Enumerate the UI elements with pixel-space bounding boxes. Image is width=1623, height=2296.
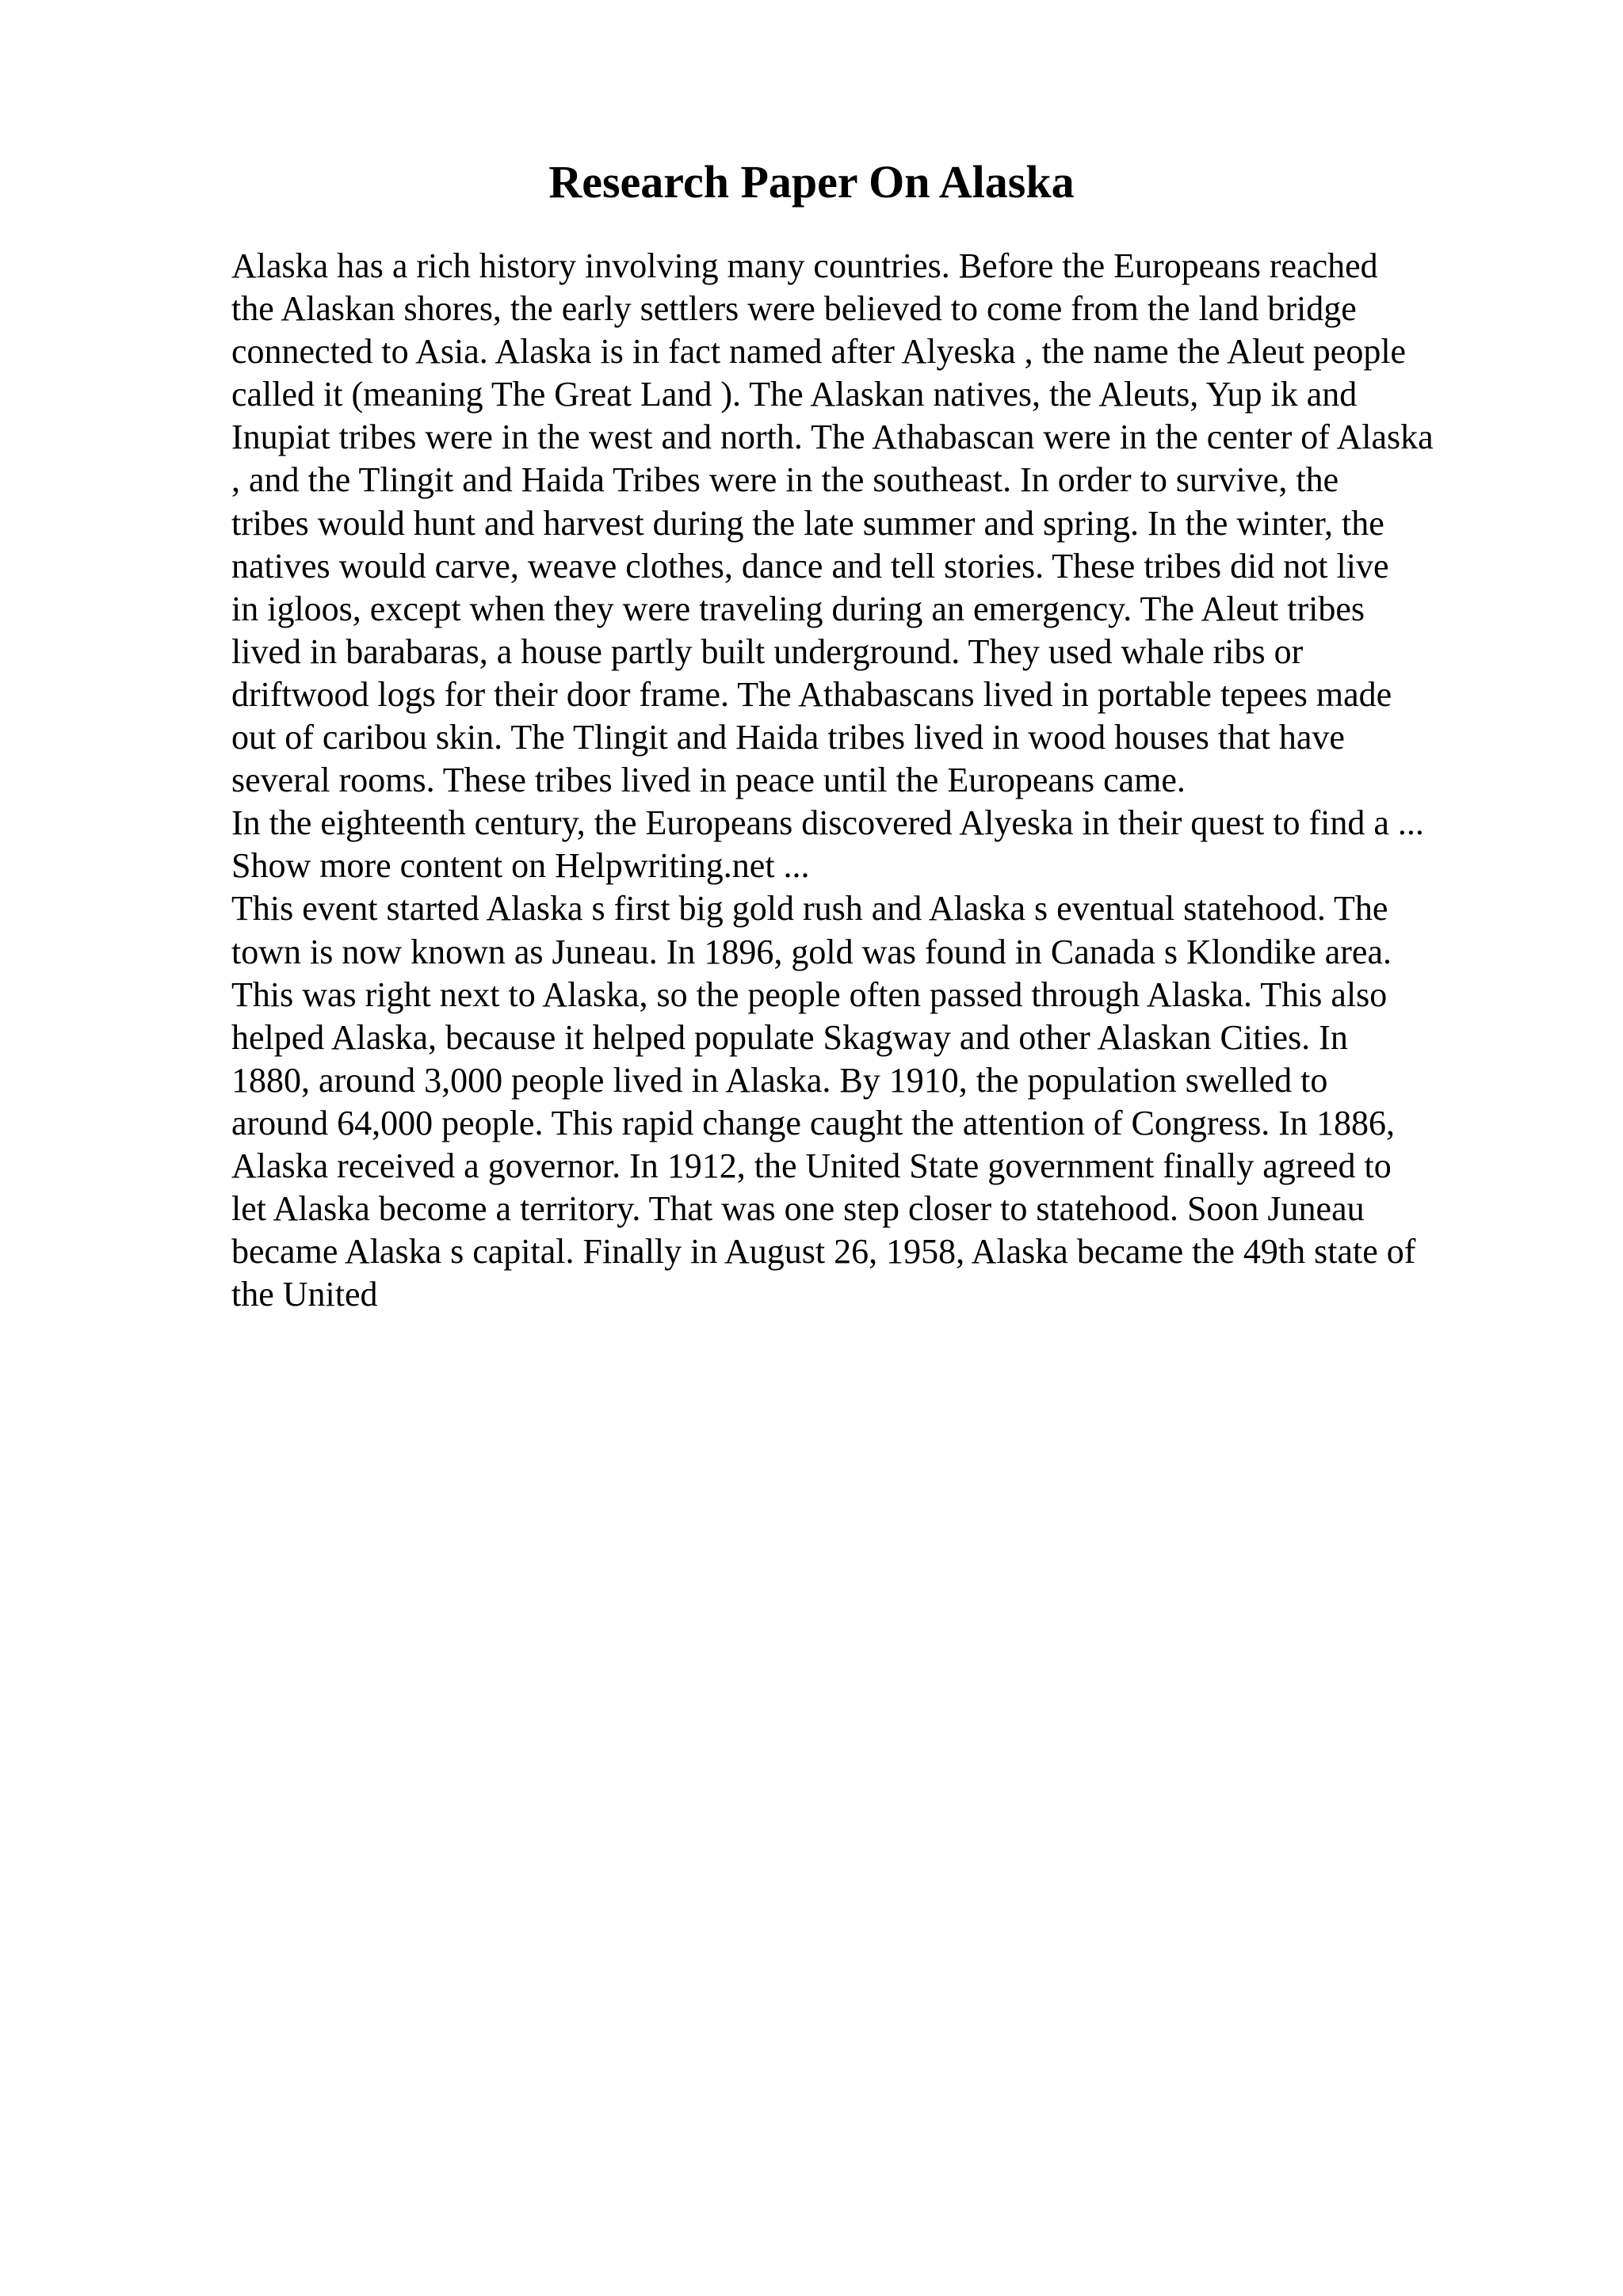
text-line: Alaska has a rich history involving many countries. Before the Europeans reached <box>231 246 1378 285</box>
text-line: in igloos, except when they were traveling during an emergency. The Aleut tribes <box>231 589 1365 628</box>
text-line: driftwood logs for their door frame. The Athabascans lived in portable tepees made <box>231 674 1392 714</box>
text-line: out of caribou skin. The Tlingit and Haida tribes lived in wood houses that have <box>231 718 1345 757</box>
text-line: called it (meaning The Great Land ). The Alaskan natives, the Aleuts, Yup ik and <box>231 375 1358 414</box>
text-line: became Alaska s capital. Finally in August 26, 1958, Alaska became the 49th state of <box>231 1232 1416 1272</box>
text-line: connected to Asia. Alaska is in fact named after Alyeska , the name the Aleut people <box>231 332 1407 372</box>
text-line: , and the Tlingit and Haida Tribes were in the southeast. In order to survive, the <box>231 460 1339 500</box>
text-line: This was right next to Alaska, so the people often passed through Alaska. This also <box>231 974 1388 1014</box>
text-line: around 64,000 people. This rapid change caught the attention of Congress. In 1886, <box>231 1103 1395 1142</box>
text-line: natives would carve, weave clothes, dance and tell stories. These tribes did not live <box>231 546 1389 585</box>
body-text <box>231 245 1579 1316</box>
text-line: several rooms. These tribes lived in peace until the Europeans came. <box>231 761 1186 800</box>
show-more-link[interactable]: Show more content on Helpwriting.net ... <box>231 846 810 886</box>
text-line: let Alaska become a territory. That was one step closer to statehood. Soon Juneau <box>231 1189 1365 1229</box>
text-line: Inupiat tribes were in the west and north. The Athabascan were in the center of Alaska <box>231 418 1434 457</box>
text-line: This event started Alaska s first big gold rush and Alaska s eventual statehood. The <box>231 889 1388 929</box>
text-line: the United <box>231 1275 378 1314</box>
text-line: tribes would hunt and harvest during the late summer and spring. In the winter, the <box>231 503 1384 543</box>
text-line: town is now known as Juneau. In 1896, gold was found in Canada s Klondike area. <box>231 932 1392 971</box>
page-title: Research Paper On Alaska <box>548 156 1075 208</box>
text-line: the Alaskan shores, the early settlers were believed to come from the land bridge <box>231 289 1357 329</box>
text-line: 1880, around 3,000 people lived in Alaska. By 1910, the population swelled to <box>231 1060 1328 1100</box>
text-line: lived in barabaras, a house partly built underground. They used whale ribs or <box>231 631 1304 671</box>
text-line: helped Alaska, because it helped populate Skagway and other Alaskan Cities. In <box>231 1017 1348 1057</box>
text-line: In the eighteenth century, the Europeans discovered Alyeska in their quest to find a ... <box>231 803 1424 843</box>
text-line: Alaska received a governor. In 1912, the United State government finally agreed to <box>231 1146 1392 1185</box>
